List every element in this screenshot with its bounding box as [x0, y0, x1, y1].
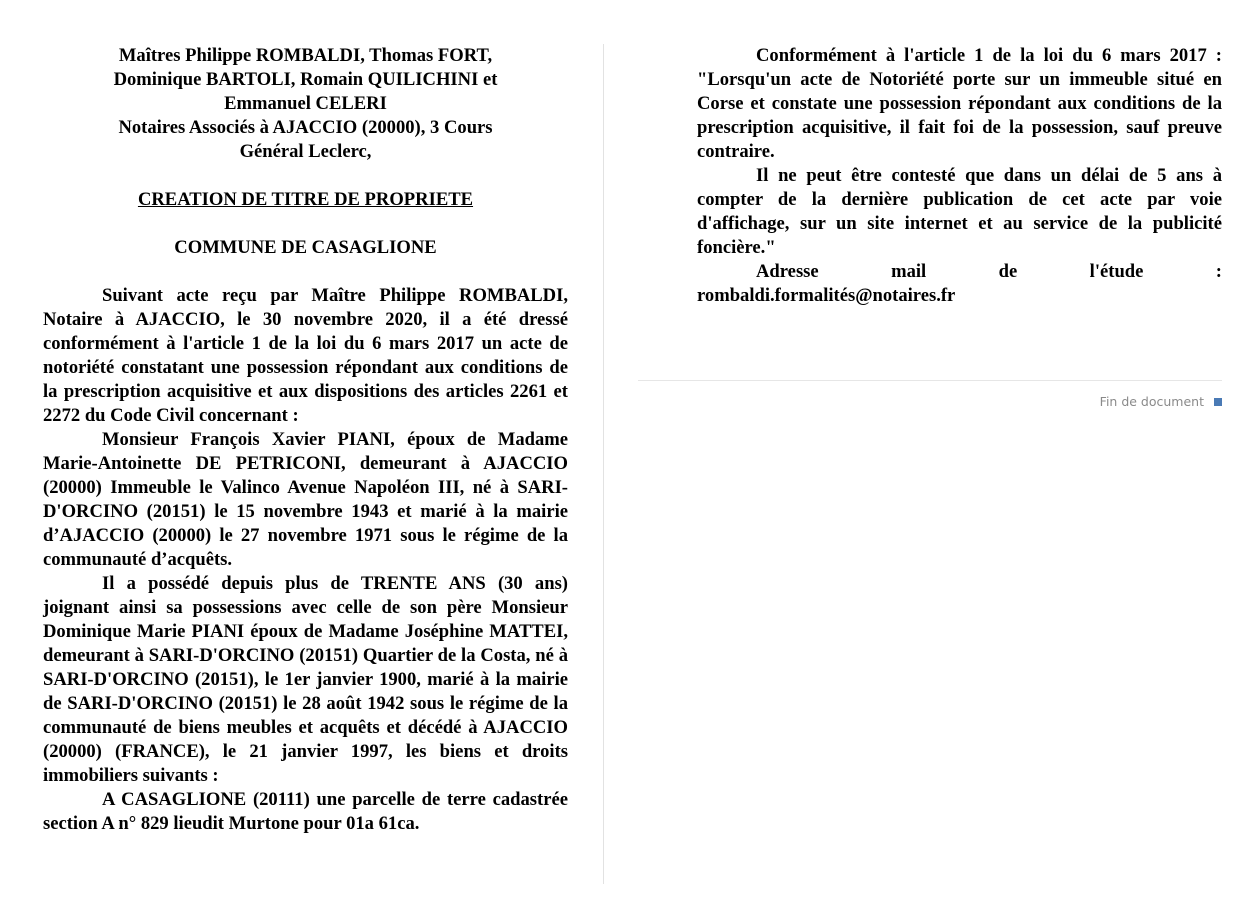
- notaires-header: [43, 44, 568, 164]
- end-square-icon: [1214, 398, 1222, 406]
- email-label: Adresse mail de l'étude :: [756, 261, 1222, 282]
- header-line: Général Leclerc,: [239, 141, 372, 162]
- end-label: Fin de document: [1099, 394, 1204, 409]
- paragraph-monsieur: Monsieur François Xavier PIANI, époux de Madame Marie-Antoinette DE PETRICONI, demeurant à AJACCIO (20000) Immeuble le Valinco Avenue Napoléon III, né à SARI-D'ORCINO (20151) le 15 novembre 1943 et marié à la mairie d’AJACCIO (20000) le 27 novembre 1971 sous le régime de la communauté d’acquêts.: [43, 429, 568, 570]
- commune-heading: COMMUNE DE CASAGLIONE: [174, 237, 437, 258]
- header-line: Notaires Associés à AJACCIO (20000), 3 Cours: [118, 117, 493, 138]
- paragraph-acte: Suivant acte reçu par Maître Philippe ROMBALDI, Notaire à AJACCIO, le 30 novembre 2020, il a été dressé conformément à l'article 1 de la loi du 6 mars 2017 un acte de notoriété constatant une possession répondant aux conditions de la prescription acquisitive et aux dispositions des articles 2261 et 2272 du Code Civil concernant :: [43, 285, 568, 426]
- paragraph-possession: Il a possédé depuis plus de TRENTE ANS (30 ans) joignant ainsi sa possessions avec celle de son père Monsieur Dominique Marie PIANI époux de Madame Joséphine MATTEI, demeurant à SARI-D'ORCINO (20151) Quartier de la Costa, né à SARI-D'ORCINO (20151), le 1er janvier 1900, marié à la mairie de SARI-D'ORCINO (20151) le 28 août 1942 sous le régime de la communauté de biens meubles et acquêts et décédé à AJACCIO (20000) (FRANCE), le 21 janvier 1997, les biens et droits immobiliers suivants :: [43, 573, 568, 786]
- header-line: Emmanuel CELERI: [224, 93, 387, 114]
- end-separator: [638, 380, 1222, 381]
- document-title: CREATION DE TITRE DE PROPRIETE: [137, 189, 474, 210]
- end-of-document: [1100, 394, 1222, 409]
- right-column: [697, 44, 1222, 308]
- column-divider: [603, 44, 604, 884]
- left-column: [43, 44, 568, 836]
- header-line: Dominique BARTOLI, Romain QUILICHINI et: [113, 69, 498, 90]
- paragraph-parcelle: A CASAGLIONE (20111) une parcelle de terre cadastrée section A n° 829 lieudit Murtone pour 01a 61ca.: [43, 789, 568, 834]
- header-line: Maîtres Philippe ROMBALDI, Thomas FORT,: [118, 45, 493, 66]
- paragraph-contestation: Il ne peut être contesté que dans un délai de 5 ans à compter de la dernière publication de cet acte par voie d'affichage, sur un site internet et au service de la publicité foncière.": [697, 165, 1222, 258]
- email-value: rombaldi.formalités@notaires.fr: [697, 285, 956, 306]
- paragraph-conformement: Conformément à l'article 1 de la loi du 6 mars 2017 : "Lorsqu'un acte de Notoriété porte sur un immeuble situé en Corse et constate une possession répondant aux conditions de la prescription acquisitive, il fait foi de la possession, sauf preuve contraire.: [697, 45, 1222, 162]
